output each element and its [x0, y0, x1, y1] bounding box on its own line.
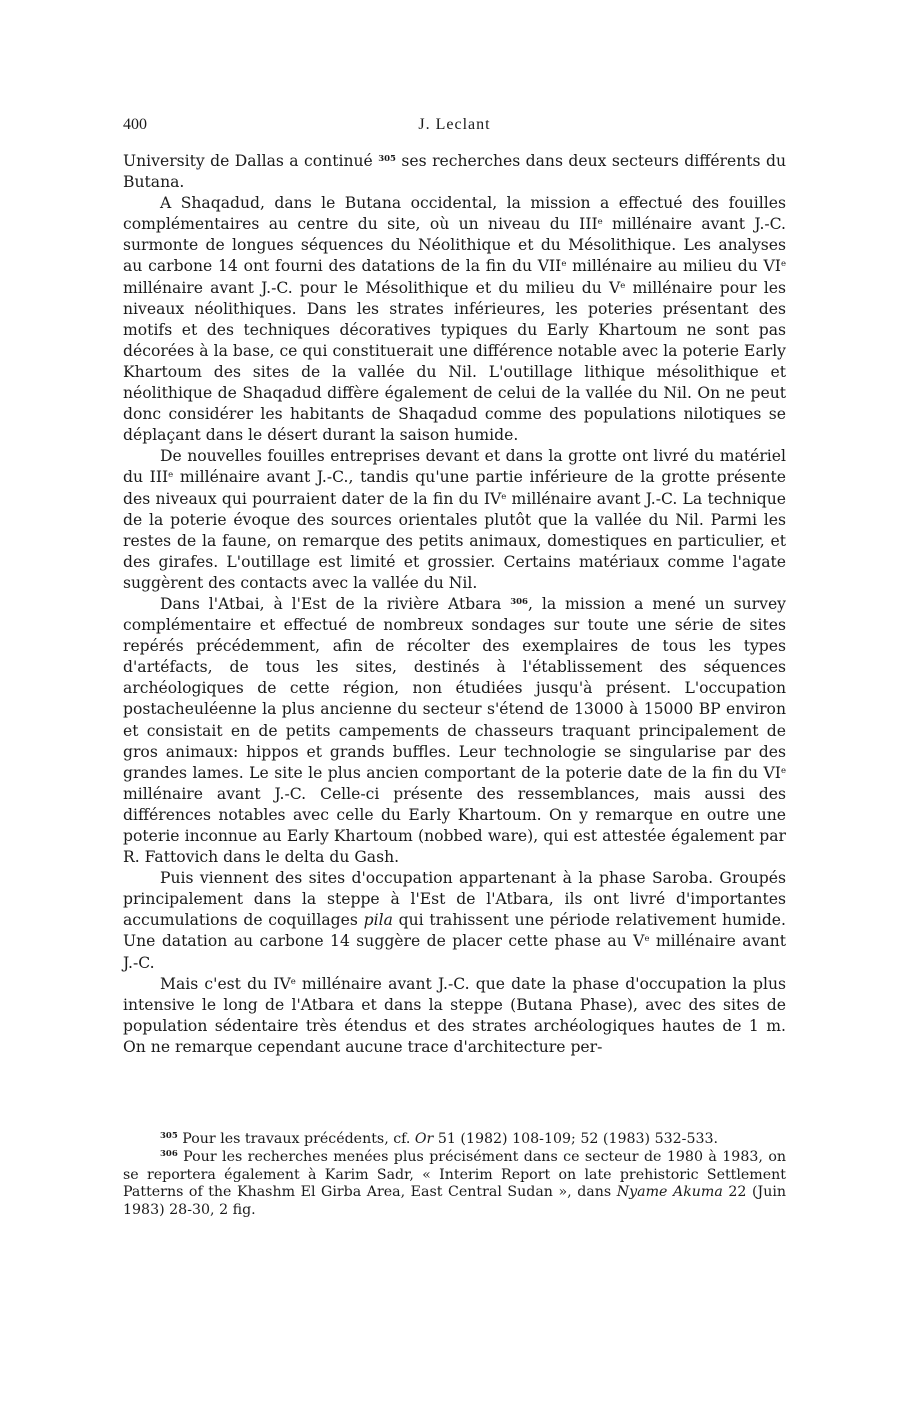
text-run: De nouvelles fouilles entreprises devant et dans la grotte ont livré du matériel du III	[123, 447, 786, 487]
paragraph-1	[123, 151, 786, 193]
text-run: Dans l'Atbai, à l'Est de la rivière Atbara	[160, 594, 502, 613]
text-run: millénaire avant J.-C. pour le Mésolithique et du milieu du V	[123, 278, 621, 297]
text-run: 51 (1982) 108-109; 52 (1983) 532-533.	[433, 1131, 719, 1147]
superscript: e	[168, 470, 174, 481]
paragraph-4	[123, 594, 786, 868]
text-run: millénaire avant J.-C.	[123, 932, 786, 972]
text-run: millénaire pour les niveaux néolithiques. Dans les strates inférieures, les poteries présentant des motifs et des techniques décoratives typiques du Early Khartoum ne sont pas décorées à la base, ce qui constituerait une différence notable avec la poterie Early Khartoum des sites de la vallée du Nil. L'outillage lithique mésolithique et néolithique de Shaqadud diffère également de celui de la vallée du Nil. On ne peut donc considérer les habitants de Shaqadud comme des populations nilotiques se déplaçant dans le désert durant la saison humide.	[123, 278, 786, 445]
italic-title: Or	[414, 1131, 434, 1147]
text-run: Pour les travaux précédents, cf.	[177, 1131, 415, 1147]
paragraph-5	[123, 868, 786, 973]
footnote-number: 305	[160, 1131, 178, 1141]
text-run: Mais c'est du IV	[160, 974, 291, 993]
text-run: millénaire avant J.-C. que date la phase d'occupation la plus intensive le long de l'Atbara et dans la steppe (Butana Phase), avec des sites de population sédentaire très étendus et des strates archéologiques hautes de 1 m. On ne remarque cependant aucune trace d'architecture per-	[123, 974, 786, 1056]
text-run: millénaire avant J.-C. Celle-ci présente des ressemblances, mais aussi des différences notables avec celle du Early Khartoum. On y remarque en outre une poterie inconnue au Early Khartoum (nobbed ware), qui est attestée également par R. Fattovich dans le delta du Gash.	[123, 784, 786, 867]
text-run: millénaire au milieu du VI	[566, 257, 781, 276]
superscript: e	[290, 976, 296, 987]
text-run: ses recherches dans deux secteurs différents du Butana.	[123, 152, 786, 192]
superscript: e	[620, 280, 626, 291]
italic-term: pila	[363, 911, 393, 930]
page-header	[123, 116, 786, 140]
text-run: millénaire avant J.-C. La technique de la poterie évoque des sources orientales plutôt que la vallée du Nil. Parmi les restes de la faune, on remarque des petits animaux, domestiques en particulier, et des girafes. L'outillage est limité et grossier. Certains matériaux comme l'agate suggèrent des contacts avec la vallée du Nil.	[123, 489, 787, 592]
footnote-306	[123, 1149, 786, 1220]
italic-title: Nyame Akuma	[616, 1184, 723, 1201]
superscript: e	[561, 259, 567, 270]
superscript: e	[644, 934, 650, 945]
text-run: University de Dallas a continué	[123, 152, 373, 170]
text-run: A Shaqadud, dans le Butana occidental, la mission a effectué des fouilles complémentaires au centre du site, où un niveau du III	[123, 194, 786, 234]
footnote-ref-306: 306	[510, 596, 528, 607]
superscript: e	[780, 765, 786, 776]
text-run: Puis viennent des sites d'occupation appartenant à la phase Saroba. Groupés principalement dans la steppe à l'Est de l'Atbara, ils ont livré d'importantes accumulations de coquillages	[123, 869, 786, 930]
main-text	[123, 151, 786, 1058]
superscript: e	[501, 491, 507, 502]
running-head: J. Leclant	[418, 116, 491, 133]
page-number: 400	[123, 116, 147, 133]
text-run: , la mission a mené un survey complémentaire et effectué de nombreux sondages sur toute une série de sites repérés précédemment, afin de récolter des exemplaires de tous les types d'artéfacts, de tous les sites, destinés à l'établissement des séquences archéologiques de cette région, non étudiées jusqu'à présent. L'occupation postacheuléenne la plus ancienne du secteur s'étend de 13000 à 15000 BP environ et consistait en de petits campements de chasseurs traquant principalement de gros animaux: hippos et grands buffles. Leur technologie se singularise par des grandes lames. Le site le plus ancien comportant de la poterie date de la fin du VI	[123, 594, 786, 782]
footnote-305	[123, 1131, 786, 1149]
paragraph-2	[123, 193, 786, 446]
superscript: e	[597, 217, 603, 228]
footnote-number: 306	[160, 1148, 178, 1159]
superscript: e	[780, 259, 786, 270]
text-run: millénaire avant J.-C., tandis qu'une partie inférieure de la grotte présente des niveaux qui pourraient dater de la fin du IV	[123, 468, 787, 508]
text-run: qui trahissent une période relativement humide. Une datation au carbone 14 suggère de placer cette phase au V	[123, 911, 786, 951]
paragraph-3	[123, 446, 786, 594]
text-run: 22 (Juin 1983) 28-30, 2 fig.	[123, 1184, 787, 1219]
text-run: Pour les recherches menées plus précisément dans ce secteur de 1980 à 1983, on se reportera également à Karim Sadr, « Interim Report on late prehistoric Settlement Patterns of the Khashm El Girba Area, East Central Sudan », dans	[123, 1148, 786, 1201]
text-run: millénaire avant J.-C. surmonte de longues séquences du Néolithique et du Mésolithique. Les analyses au carbone 14 ont fourni des datations de la fin du VII	[123, 215, 787, 276]
paragraph-6	[123, 974, 786, 1058]
footnote-ref-305: 305	[378, 154, 396, 164]
footnotes	[123, 1131, 786, 1220]
